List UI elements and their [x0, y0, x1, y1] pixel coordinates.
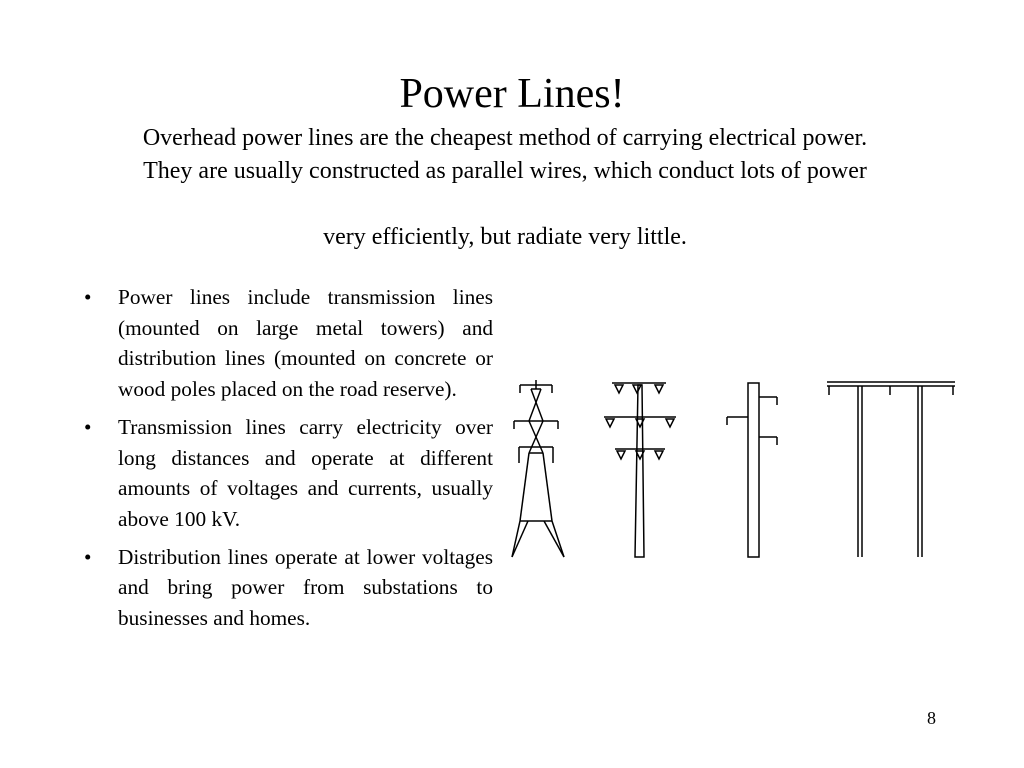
- bullet-list: [78, 282, 493, 641]
- wood-pole-icon: [727, 383, 777, 557]
- concrete-pole-icon: [604, 383, 676, 557]
- subtitle-line-3: very efficiently, but radiate very little.: [323, 224, 687, 250]
- h-frame-pole-icon: [827, 382, 955, 557]
- bullet-symbol: •: [84, 285, 92, 309]
- bullet-text: Transmission lines carry electricity over long distances and operate at different amounts of voltages and currents, usually above 100 kV.: [118, 414, 493, 531]
- subtitle-line-2: They are usually constructed as parallel wires, which conduct lots of power: [143, 158, 867, 184]
- bullet-item: [78, 282, 493, 405]
- power-pole-illustration: [505, 375, 965, 565]
- slide-title: Power Lines!: [399, 71, 625, 117]
- page-number: 8: [927, 708, 936, 728]
- bullet-symbol: •: [84, 544, 92, 569]
- bullet-item: [78, 542, 493, 634]
- slide-subtitle: [75, 122, 935, 254]
- bullet-item: [78, 412, 493, 535]
- bullet-symbol: •: [84, 414, 92, 439]
- bullet-text: Power lines include transmission lines (mounted on large metal towers) and distribution lines (mounted on concrete or wood poles placed on the road reserve).: [118, 285, 493, 402]
- lattice-tower-icon: [512, 380, 564, 557]
- bullet-text: Distribution lines operate at lower voltages and bring power from substations to businesses and homes.: [118, 544, 493, 631]
- subtitle-line-1: Overhead power lines are the cheapest method of carrying electrical power.: [142, 125, 868, 151]
